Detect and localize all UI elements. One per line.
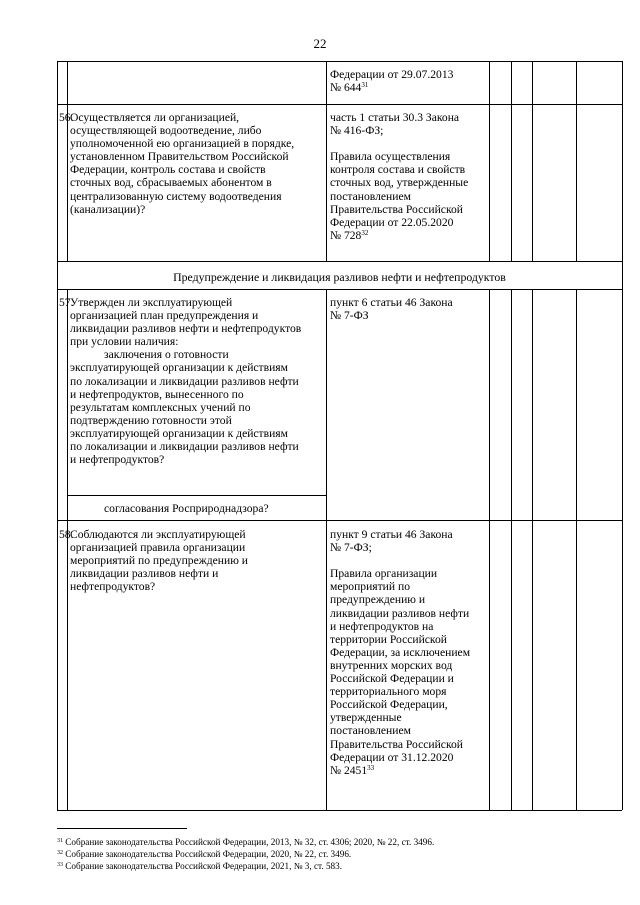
column-divider bbox=[576, 289, 577, 810]
question-line: ликвидации разливов нефти и bbox=[70, 567, 219, 581]
basis-line: Федерации от 29.07.2013 bbox=[330, 68, 454, 81]
basis-line bbox=[330, 764, 470, 777]
row-divider bbox=[57, 289, 622, 290]
question-line: (канализации)? bbox=[70, 202, 146, 216]
question-line: Федерации, контроль состава и свойств bbox=[70, 163, 266, 177]
question-line: при условии наличия: bbox=[70, 335, 179, 349]
footnote bbox=[57, 849, 351, 860]
basis-blank bbox=[330, 554, 470, 567]
question-line: и нефтепродуктов, вынесенного по bbox=[70, 387, 244, 401]
question-line: установленном Правительством Российской bbox=[70, 150, 289, 164]
row-divider bbox=[57, 261, 622, 262]
basis-cell bbox=[330, 528, 470, 777]
column-divider bbox=[67, 289, 68, 810]
question-line: Соблюдаются ли эксплуатирующей bbox=[70, 528, 246, 541]
basis-line bbox=[330, 81, 453, 94]
basis-line: постановлением bbox=[330, 724, 411, 738]
question-line: по локализации и ликвидации разливов нефти bbox=[70, 440, 299, 454]
column-divider bbox=[576, 61, 577, 261]
basis-line: предупреждению и bbox=[330, 593, 426, 607]
basis-line: ликвидации разливов нефти bbox=[330, 606, 470, 620]
basis-line: пункт 9 статьи 46 Закона bbox=[330, 528, 453, 541]
page-number: 22 bbox=[313, 36, 327, 51]
basis-line: внутренних морских вод bbox=[330, 658, 453, 672]
question-line: Утвержден ли эксплуатирующей bbox=[70, 296, 233, 309]
question-line: организацией правила организации bbox=[70, 541, 246, 555]
column-divider bbox=[489, 289, 490, 810]
question-line: подтверждению готовности этой bbox=[70, 413, 232, 427]
basis-line bbox=[330, 229, 468, 242]
question-line: по локализации и ликвидации разливов нефти bbox=[70, 374, 299, 388]
basis-line: Федерации от 31.12.2020 bbox=[330, 750, 454, 764]
question-cell bbox=[70, 111, 294, 216]
basis-line: № 416-ФЗ; bbox=[330, 124, 384, 138]
question-line: организацией план предупреждения и bbox=[70, 309, 259, 323]
question-line: заключения о готовности bbox=[104, 348, 229, 362]
footnote-ref: 33 bbox=[57, 862, 63, 868]
question-line: централизованную систему водоотведения bbox=[70, 189, 282, 203]
question-line: уполномоченной ею организацией в порядке, bbox=[70, 137, 295, 151]
question-line: эксплуатирующей организации к действиям bbox=[70, 426, 288, 440]
basis-cell bbox=[330, 68, 453, 94]
section-title: Предупреждение и ликвидация разливов нефти и нефтепродуктов bbox=[173, 270, 506, 284]
row-divider bbox=[57, 104, 622, 105]
row-number: 58. bbox=[59, 528, 74, 541]
column-divider bbox=[511, 289, 512, 810]
question-cell bbox=[70, 528, 248, 593]
sub-row-divider bbox=[67, 495, 326, 496]
basis-blank bbox=[330, 137, 468, 150]
basis-line: Правительства Российской bbox=[330, 202, 463, 216]
basis-text: № 644 bbox=[330, 81, 362, 95]
basis-line: Правительства Российской bbox=[330, 737, 463, 751]
basis-line: территории Российской bbox=[330, 632, 447, 646]
footnote-separator bbox=[57, 828, 187, 829]
basis-line: Российской Федерации и bbox=[330, 672, 454, 686]
column-divider bbox=[67, 61, 68, 261]
footnote bbox=[57, 837, 434, 848]
basis-cell bbox=[330, 111, 468, 242]
basis-line: Федерации от 22.05.2020 bbox=[330, 215, 454, 229]
question-line: эксплуатирующей организации к действиям bbox=[70, 361, 288, 375]
question-line: Осуществляется ли организацией, bbox=[70, 111, 240, 124]
column-divider bbox=[532, 289, 533, 810]
basis-line: сточных вод, утвержденные bbox=[330, 176, 469, 190]
basis-line: мероприятий по bbox=[330, 580, 410, 594]
footnote-text: Собрание законодательства Российской Федерации, 2021, № 3, ст. 583. bbox=[65, 861, 343, 871]
basis-line: № 7-ФЗ; bbox=[330, 541, 372, 555]
basis-line: утвержденные bbox=[330, 711, 402, 725]
row-number: 57. bbox=[59, 296, 74, 309]
row-divider bbox=[57, 520, 622, 521]
basis-line: контроля состава и свойств bbox=[330, 163, 466, 177]
question-cell bbox=[70, 296, 301, 466]
question-line: нефтепродуктов? bbox=[70, 580, 156, 594]
footnote bbox=[57, 861, 342, 872]
footnote-ref: 31 bbox=[57, 838, 63, 844]
basis-line: Правила осуществления bbox=[330, 150, 451, 164]
question-line: ликвидации разливов нефти и нефтепродуктов bbox=[70, 322, 302, 336]
basis-line: Российской Федерации, bbox=[330, 698, 448, 712]
footnote-ref: 32 bbox=[57, 850, 63, 856]
basis-line: и нефтепродуктов на bbox=[330, 619, 434, 633]
sub-question: согласования Росприроднадзора? bbox=[104, 502, 269, 515]
basis-line: постановлением bbox=[330, 189, 411, 203]
row-divider bbox=[57, 810, 622, 811]
footnote-ref: 32 bbox=[361, 228, 369, 237]
question-line: сточных вод, сбрасываемых абонентом в bbox=[70, 176, 272, 190]
basis-line: Правила организации bbox=[330, 567, 438, 581]
column-divider bbox=[326, 61, 327, 261]
question-line: осуществляющей водоотведение, либо bbox=[70, 124, 262, 138]
column-divider bbox=[622, 61, 623, 810]
column-divider bbox=[511, 61, 512, 261]
basis-line: территориального моря bbox=[330, 685, 447, 699]
question-line: результатам комплексных учений по bbox=[70, 400, 251, 414]
column-divider bbox=[532, 61, 533, 261]
basis-line: № 7-ФЗ bbox=[330, 309, 369, 323]
basis-line: Федерации, за исключением bbox=[330, 645, 471, 659]
footnote-ref: 31 bbox=[361, 81, 369, 90]
row-divider bbox=[57, 61, 622, 62]
column-divider bbox=[489, 61, 490, 261]
question-line: мероприятий по предупреждению и bbox=[70, 554, 248, 568]
footnote-ref: 33 bbox=[367, 763, 375, 772]
row-number: 56. bbox=[59, 111, 74, 124]
basis-text: № 2451 bbox=[330, 763, 368, 777]
column-divider bbox=[326, 289, 327, 810]
basis-line: пункт 6 статьи 46 Закона bbox=[330, 296, 453, 309]
basis-text: № 728 bbox=[330, 228, 362, 242]
question-line: и нефтепродуктов? bbox=[70, 453, 165, 467]
column-divider bbox=[57, 61, 58, 810]
footnote-text: Собрание законодательства Российской Федерации, 2020, № 22, ст. 3496. bbox=[65, 849, 352, 859]
basis-cell bbox=[330, 296, 453, 322]
basis-line: часть 1 статьи 30.3 Закона bbox=[330, 111, 460, 124]
footnote-text: Собрание законодательства Российской Федерации, 2013, № 32, ст. 4306; 2020, № 22, ст. 3496. bbox=[65, 837, 435, 847]
